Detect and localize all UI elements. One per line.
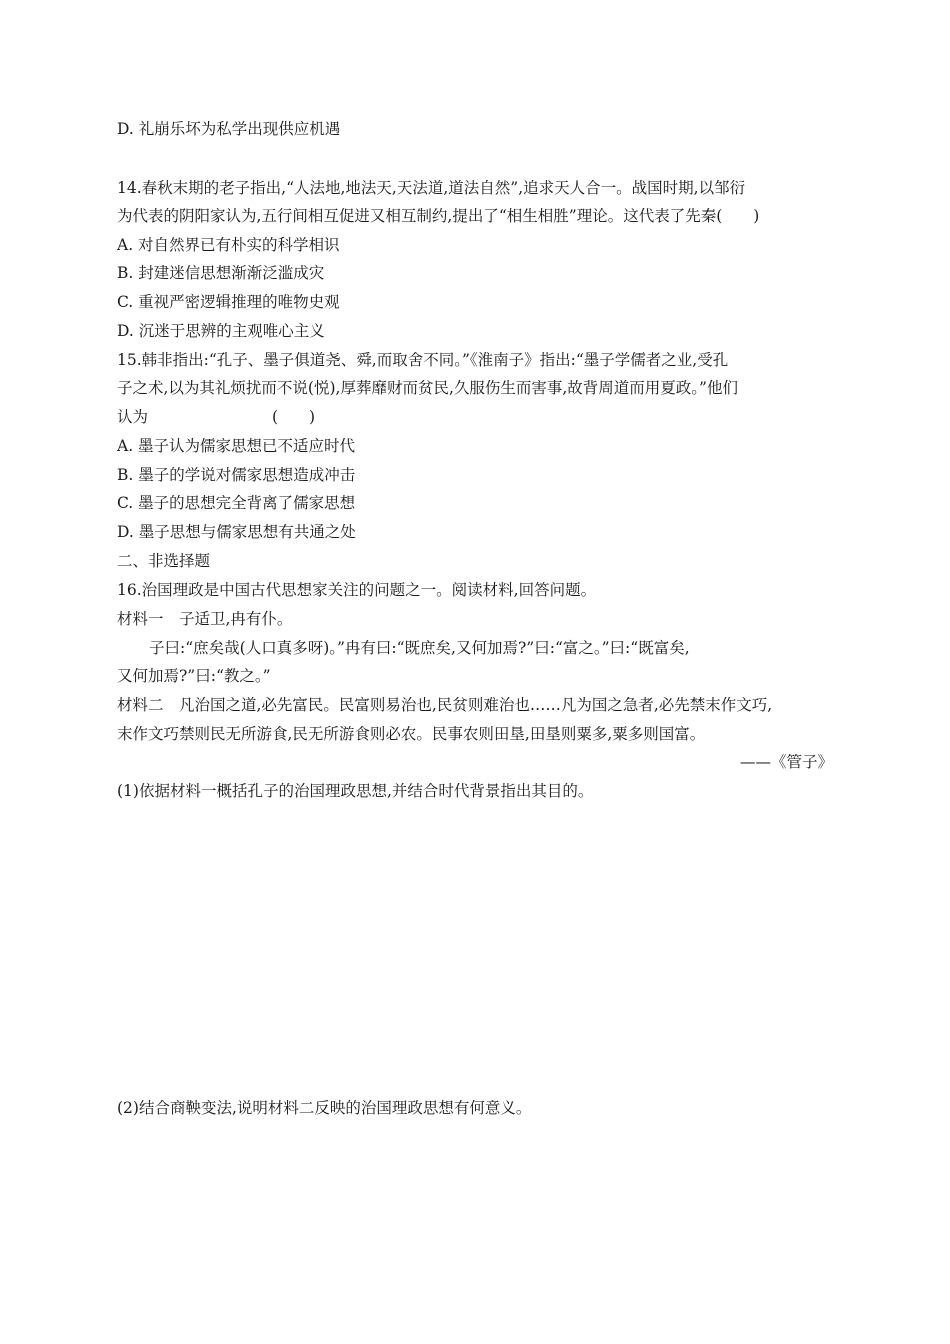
q14-stem-line2: 为代表的阴阳家认为,五行间相互促进又相互制约,提出了“相生相胜”理论。这代表了先秦( ) bbox=[117, 207, 760, 225]
q16-stem: 16.治国理政是中国古代思想家关注的问题之一。阅读材料,回答问题。 bbox=[117, 581, 597, 599]
q15-stem-line3: 认为 ( ) bbox=[117, 408, 316, 426]
q14-option-d: D. 沉迷于思辨的主观唯心主义 bbox=[117, 322, 325, 340]
q15-stem-line1: 15.韩非指出:“孔子、墨子俱道尧、舜,而取舍不同。”《淮南子》指出:“墨子学儒者之业,受孔 bbox=[117, 351, 729, 369]
q16-material2-source: ——《管子》 bbox=[739, 753, 833, 771]
q15-stem-line2: 子之术,以为其礼烦扰而不说(悦),厚葬靡财而贫民,久服伤生而害事,故背周道而用夏政。”他们 bbox=[117, 379, 738, 397]
q16-subquestion-1: (1)依据材料一概括孔子的治国理政思想,并结合时代背景指出其目的。 bbox=[117, 782, 594, 800]
q15-option-b: B. 墨子的学说对儒家思想造成冲击 bbox=[117, 466, 356, 484]
q14-option-b: B. 封建迷信思想渐渐泛滥成灾 bbox=[117, 264, 325, 282]
q15-option-d: D. 墨子思想与儒家思想有共通之处 bbox=[117, 523, 356, 541]
q16-material1-line1: 材料一 子适卫,冉有仆。 bbox=[117, 610, 293, 628]
q16-material2-line2: 末作文巧禁则民无所游食,民无所游食则必农。民事农则田垦,田垦则粟多,粟多则国富。 bbox=[117, 725, 706, 743]
q15-option-a: A. 墨子认为儒家思想已不适应时代 bbox=[117, 437, 356, 455]
q15-option-c: C. 墨子的思想完全背离了儒家思想 bbox=[117, 494, 356, 512]
q14-option-a: A. 对自然界已有朴实的科学相识 bbox=[117, 236, 340, 254]
q16-material1-line2: 子曰:“庶矣哉(人口真多呀)。”冉有曰:“既庶矣,又何加焉?”曰:“富之。”曰:“既富矣, bbox=[149, 639, 690, 657]
q16-material1-line3: 又何加焉?”曰:“教之。” bbox=[117, 667, 271, 685]
q16-subquestion-2: (2)结合商鞅变法,说明材料二反映的治国理政思想有何意义。 bbox=[117, 1099, 532, 1117]
section-heading: 二、非选择题 bbox=[117, 552, 211, 570]
q16-material2-line1: 材料二 凡治国之道,必先富民。民富则易治也,民贫则难治也……凡为国之急者,必先禁末作文巧, bbox=[117, 696, 773, 714]
q13-option-d: D. 礼崩乐坏为私学出现供应机遇 bbox=[117, 120, 341, 138]
q14-option-c: C. 重视严密逻辑推理的唯物史观 bbox=[117, 293, 340, 311]
q14-stem-line1: 14.春秋末期的老子指出,“人法地,地法天,天法道,道法自然”,追求天人合一。战国时期,以邹衍 bbox=[117, 179, 746, 197]
